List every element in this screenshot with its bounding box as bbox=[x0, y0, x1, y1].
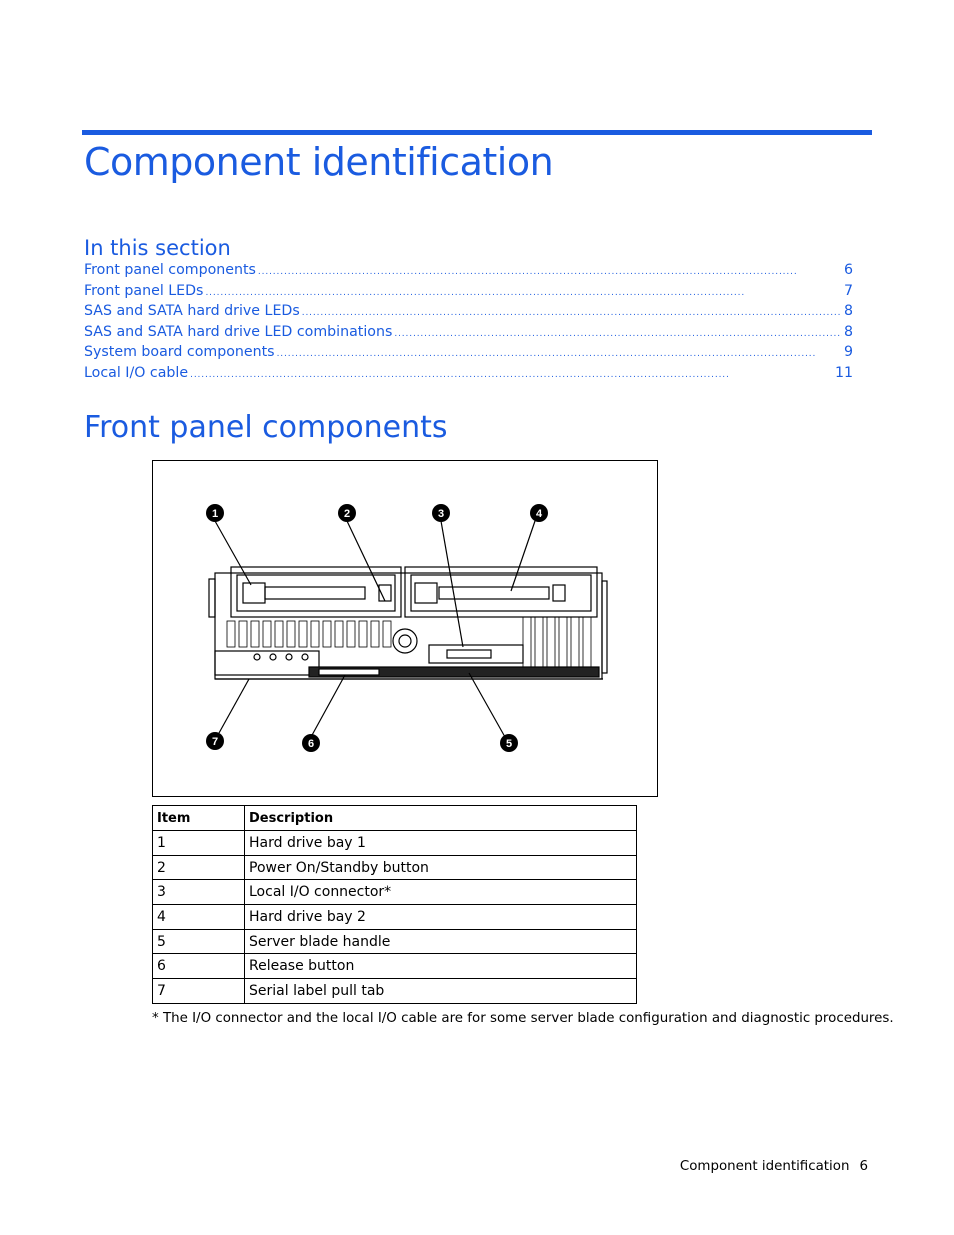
toc-link[interactable]: Front panel components . . . 6 bbox=[84, 262, 853, 283]
table-row: 6 Release button bbox=[153, 954, 637, 979]
callout-4: 4 bbox=[535, 508, 543, 520]
callout-6: 6 bbox=[307, 738, 315, 750]
toc-link[interactable]: SAS and SATA hard drive LEDs . . . 8 bbox=[84, 303, 853, 324]
footer-page-number: 6 bbox=[859, 1159, 868, 1174]
table-row: 2 Power On/Standby button bbox=[153, 855, 637, 880]
callout-7: 7 bbox=[211, 736, 219, 748]
table-row: 4 Hard drive bay 2 bbox=[153, 905, 637, 930]
front-panel-figure bbox=[152, 460, 658, 797]
table-header-item: Item bbox=[153, 806, 245, 831]
toc-link[interactable]: System board components . . . 9 bbox=[84, 344, 853, 365]
table-row: 3 Local I/O connector* bbox=[153, 880, 637, 905]
callout-1: 1 bbox=[211, 508, 219, 520]
toc-link[interactable]: Local I/O cable . . . 11 bbox=[84, 365, 853, 386]
toc-link[interactable]: Front panel LEDs . . . 7 bbox=[84, 283, 853, 304]
section-title: Front panel components bbox=[84, 410, 448, 445]
callout-3: 3 bbox=[437, 508, 445, 520]
toc-list bbox=[84, 262, 853, 386]
front-panel-illustration bbox=[153, 461, 656, 795]
callout-2: 2 bbox=[343, 508, 351, 520]
toc-link[interactable]: SAS and SATA hard drive LED combinations . . . 8 bbox=[84, 324, 853, 345]
page-footer bbox=[670, 1159, 868, 1174]
page-title: Component identification bbox=[84, 140, 554, 184]
footer-label: Component identification bbox=[679, 1159, 850, 1174]
footnote: * The I/O connector and the local I/O cable are for some server blade configuration and diagnostic procedures. bbox=[152, 1011, 894, 1026]
table-header-row bbox=[153, 806, 637, 831]
title-rule bbox=[82, 130, 872, 135]
table-row: 1 Hard drive bay 1 bbox=[153, 831, 637, 856]
table-header-description: Description bbox=[245, 806, 637, 831]
component-table bbox=[152, 805, 637, 1004]
table-row: 5 Server blade handle bbox=[153, 929, 637, 954]
callout-5: 5 bbox=[505, 738, 513, 750]
table-row: 7 Serial label pull tab bbox=[153, 979, 637, 1004]
toc-heading: In this section bbox=[84, 236, 231, 260]
